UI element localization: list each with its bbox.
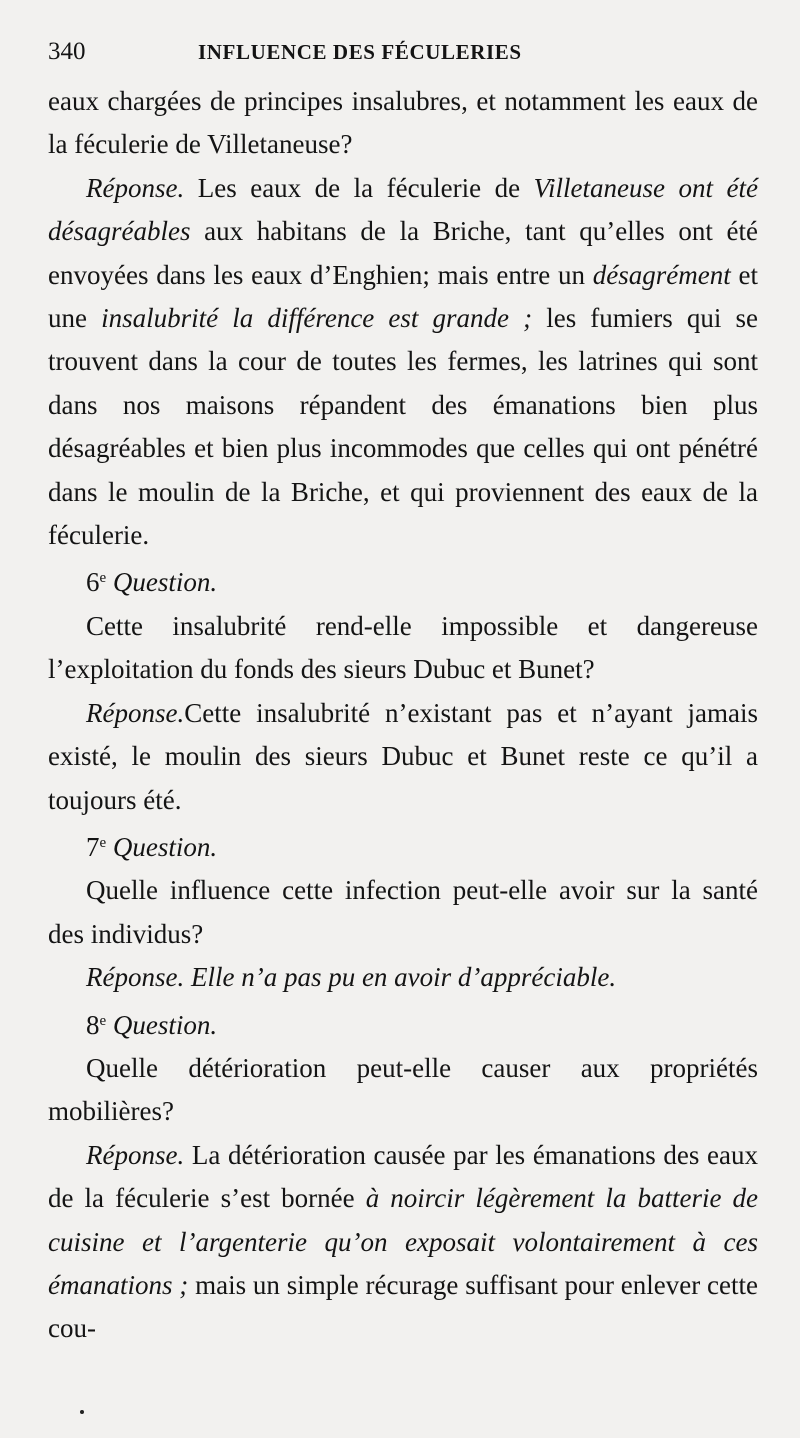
question-number: 7e bbox=[86, 831, 107, 862]
question-number: 8e bbox=[86, 1009, 107, 1040]
answer-paragraph-5 bbox=[48, 167, 758, 558]
answer-text: aux habitans de la Briche, tant qu’elles ont été envoyées dans les eaux d’Enghien; mais entre un bbox=[48, 216, 758, 290]
answer-paragraph-6 bbox=[48, 692, 758, 822]
question-label: Question. bbox=[112, 567, 218, 598]
answer-text: et une bbox=[48, 259, 758, 334]
answer-text: Les eaux de la féculerie de bbox=[184, 172, 534, 203]
answer-text: La détérioration causée par les émanations des eaux de la féculerie s’est bornée bbox=[48, 1139, 758, 1214]
answer-label: Réponse. bbox=[86, 1139, 185, 1170]
answer-text-italic: insalubrité la différence est grande ; bbox=[101, 303, 533, 334]
answer-text-italic: Elle n’a pas pu en avoir d’appréciable. bbox=[190, 962, 617, 993]
answer-text: Cette insalubrité n’existant pas et n’ayant jamais existé, le moulin des sieurs Dubuc et Bunet reste ce qu’il a toujours été. bbox=[48, 697, 758, 815]
paragraph-continuation: eaux chargées de principes insalubres, et notamment les eaux de la féculerie de Villetaneuse? bbox=[48, 86, 758, 160]
answer-label: Réponse. bbox=[86, 697, 185, 728]
question-paragraph-6: Cette insalubrité rend-elle impossible et dangereuse l’exploitation du fonds des sieurs Dubuc et Bunet? bbox=[48, 610, 758, 685]
answer-text: les fumiers qui se trouvent dans la cour de toutes les fermes, les latrines qui sont dans nos maisons répandent des émanations bien plus désagréables et bien plus incommodes que celles qui ont pénétré dans le moulin de la Briche, et qui proviennent des eaux de la féculerie. bbox=[48, 303, 758, 551]
answer-paragraph-8 bbox=[48, 1134, 758, 1351]
answer-text: mais un simple récurage suffisant pour enlever cette cou- bbox=[48, 1269, 759, 1344]
answer-text-italic: à noircir légèrement la batterie de cuisine et l’argenterie qu’on exposait volontairement à ces émanations ; bbox=[48, 1183, 758, 1300]
body-text bbox=[48, 80, 758, 1351]
answer-label: Réponse. bbox=[86, 962, 185, 993]
question-label: Question. bbox=[112, 831, 218, 862]
answer-text-italic: Villetaneuse ont été désagréables bbox=[48, 172, 758, 247]
ink-speck bbox=[80, 1410, 84, 1414]
question-heading-7 bbox=[48, 822, 758, 869]
answer-label: Réponse. bbox=[86, 172, 185, 203]
running-title: INFLUENCE DES FÉCULERIES bbox=[198, 40, 522, 64]
question-paragraph-8: Quelle détérioration peut-elle causer aux propriétés mobilières? bbox=[48, 1052, 758, 1127]
page-header bbox=[48, 38, 756, 74]
question-paragraph-7: Quelle influence cette infection peut-elle avoir sur la santé des individus? bbox=[48, 875, 758, 949]
question-number: 6e bbox=[86, 567, 107, 598]
page-number: 340 bbox=[48, 38, 86, 65]
answer-paragraph-7 bbox=[48, 956, 758, 999]
answer-text-italic: désagrément bbox=[592, 259, 731, 290]
question-heading-8 bbox=[48, 1000, 758, 1047]
question-heading-6 bbox=[48, 557, 758, 604]
question-label: Question. bbox=[112, 1009, 218, 1040]
